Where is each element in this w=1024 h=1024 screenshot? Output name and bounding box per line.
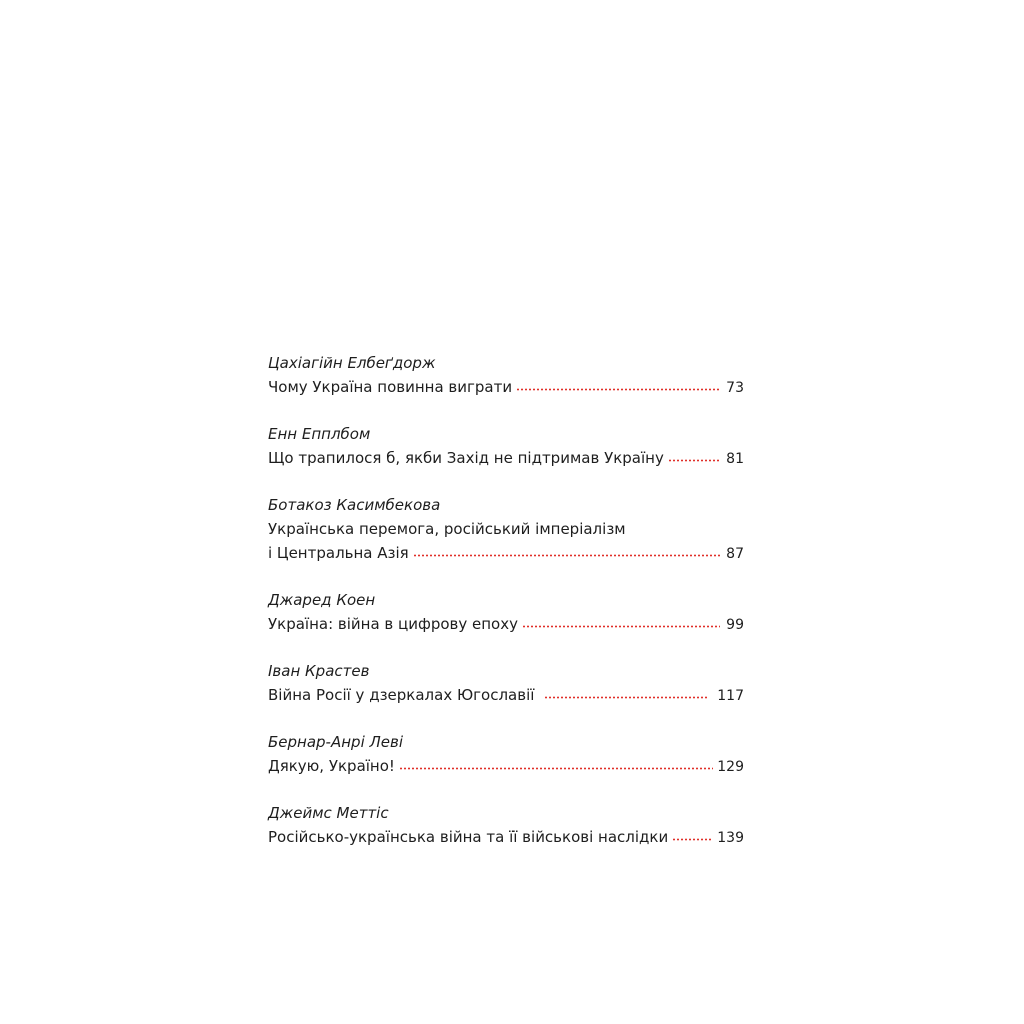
dot-leader: [522, 624, 720, 628]
toc-entry: [268, 588, 744, 636]
toc-title: Україна: війна в цифрову епоху: [268, 615, 518, 633]
toc-entry: [268, 659, 744, 707]
table-of-contents: [268, 351, 744, 872]
toc-title-line: [268, 754, 744, 778]
toc-entry: [268, 730, 744, 778]
toc-author: Іван Крастев: [268, 662, 370, 680]
toc-title-line: [268, 612, 744, 636]
toc-page-number: 139: [717, 830, 744, 846]
toc-title-line: [268, 446, 744, 470]
toc-entry: [268, 351, 744, 399]
toc-author: Бернар-Анрі Леві: [268, 733, 404, 751]
toc-author: Джаред Коен: [268, 591, 376, 609]
toc-entry: [268, 493, 744, 565]
toc-title-line: [268, 541, 744, 565]
toc-author: Джеймс Меттіс: [268, 804, 389, 822]
dot-leader: [516, 387, 720, 391]
toc-title: Російсько-українська війна та її військові наслідки: [268, 828, 669, 846]
toc-title: і Центральна Азія: [268, 544, 409, 562]
dot-leader: [544, 695, 709, 699]
dot-leader: [672, 837, 713, 841]
toc-page-number: 99: [726, 617, 744, 633]
toc-page-number: 87: [726, 546, 744, 562]
toc-author: Ботакоз Касимбекова: [268, 496, 441, 514]
toc-entry: [268, 422, 744, 470]
toc-author: Енн Епплбом: [268, 425, 371, 443]
toc-title-line: [268, 375, 744, 399]
dot-leader: [413, 553, 720, 557]
toc-page-number: 81: [726, 451, 744, 467]
toc-page-number: 73: [726, 380, 744, 396]
toc-title-first-line: Українська перемога, російський імперіалізм: [268, 520, 626, 538]
toc-title-line: [268, 825, 744, 849]
toc-title: Війна Росії у дзеркалах Югославії: [268, 686, 535, 704]
toc-page-number: 129: [717, 759, 744, 775]
dot-leader: [668, 458, 720, 462]
toc-author: Цахіагійн Елбеґдорж: [268, 354, 436, 372]
dot-leader: [399, 766, 713, 770]
toc-title: Дякую, Україно!: [268, 757, 395, 775]
toc-title: Чому Україна повинна виграти: [268, 378, 513, 396]
toc-title-line: [268, 683, 744, 707]
toc-title: Що трапилося б, якби Захід не підтримав Україну: [268, 449, 664, 467]
toc-entry: [268, 801, 744, 849]
toc-page-number: 117: [717, 688, 744, 704]
